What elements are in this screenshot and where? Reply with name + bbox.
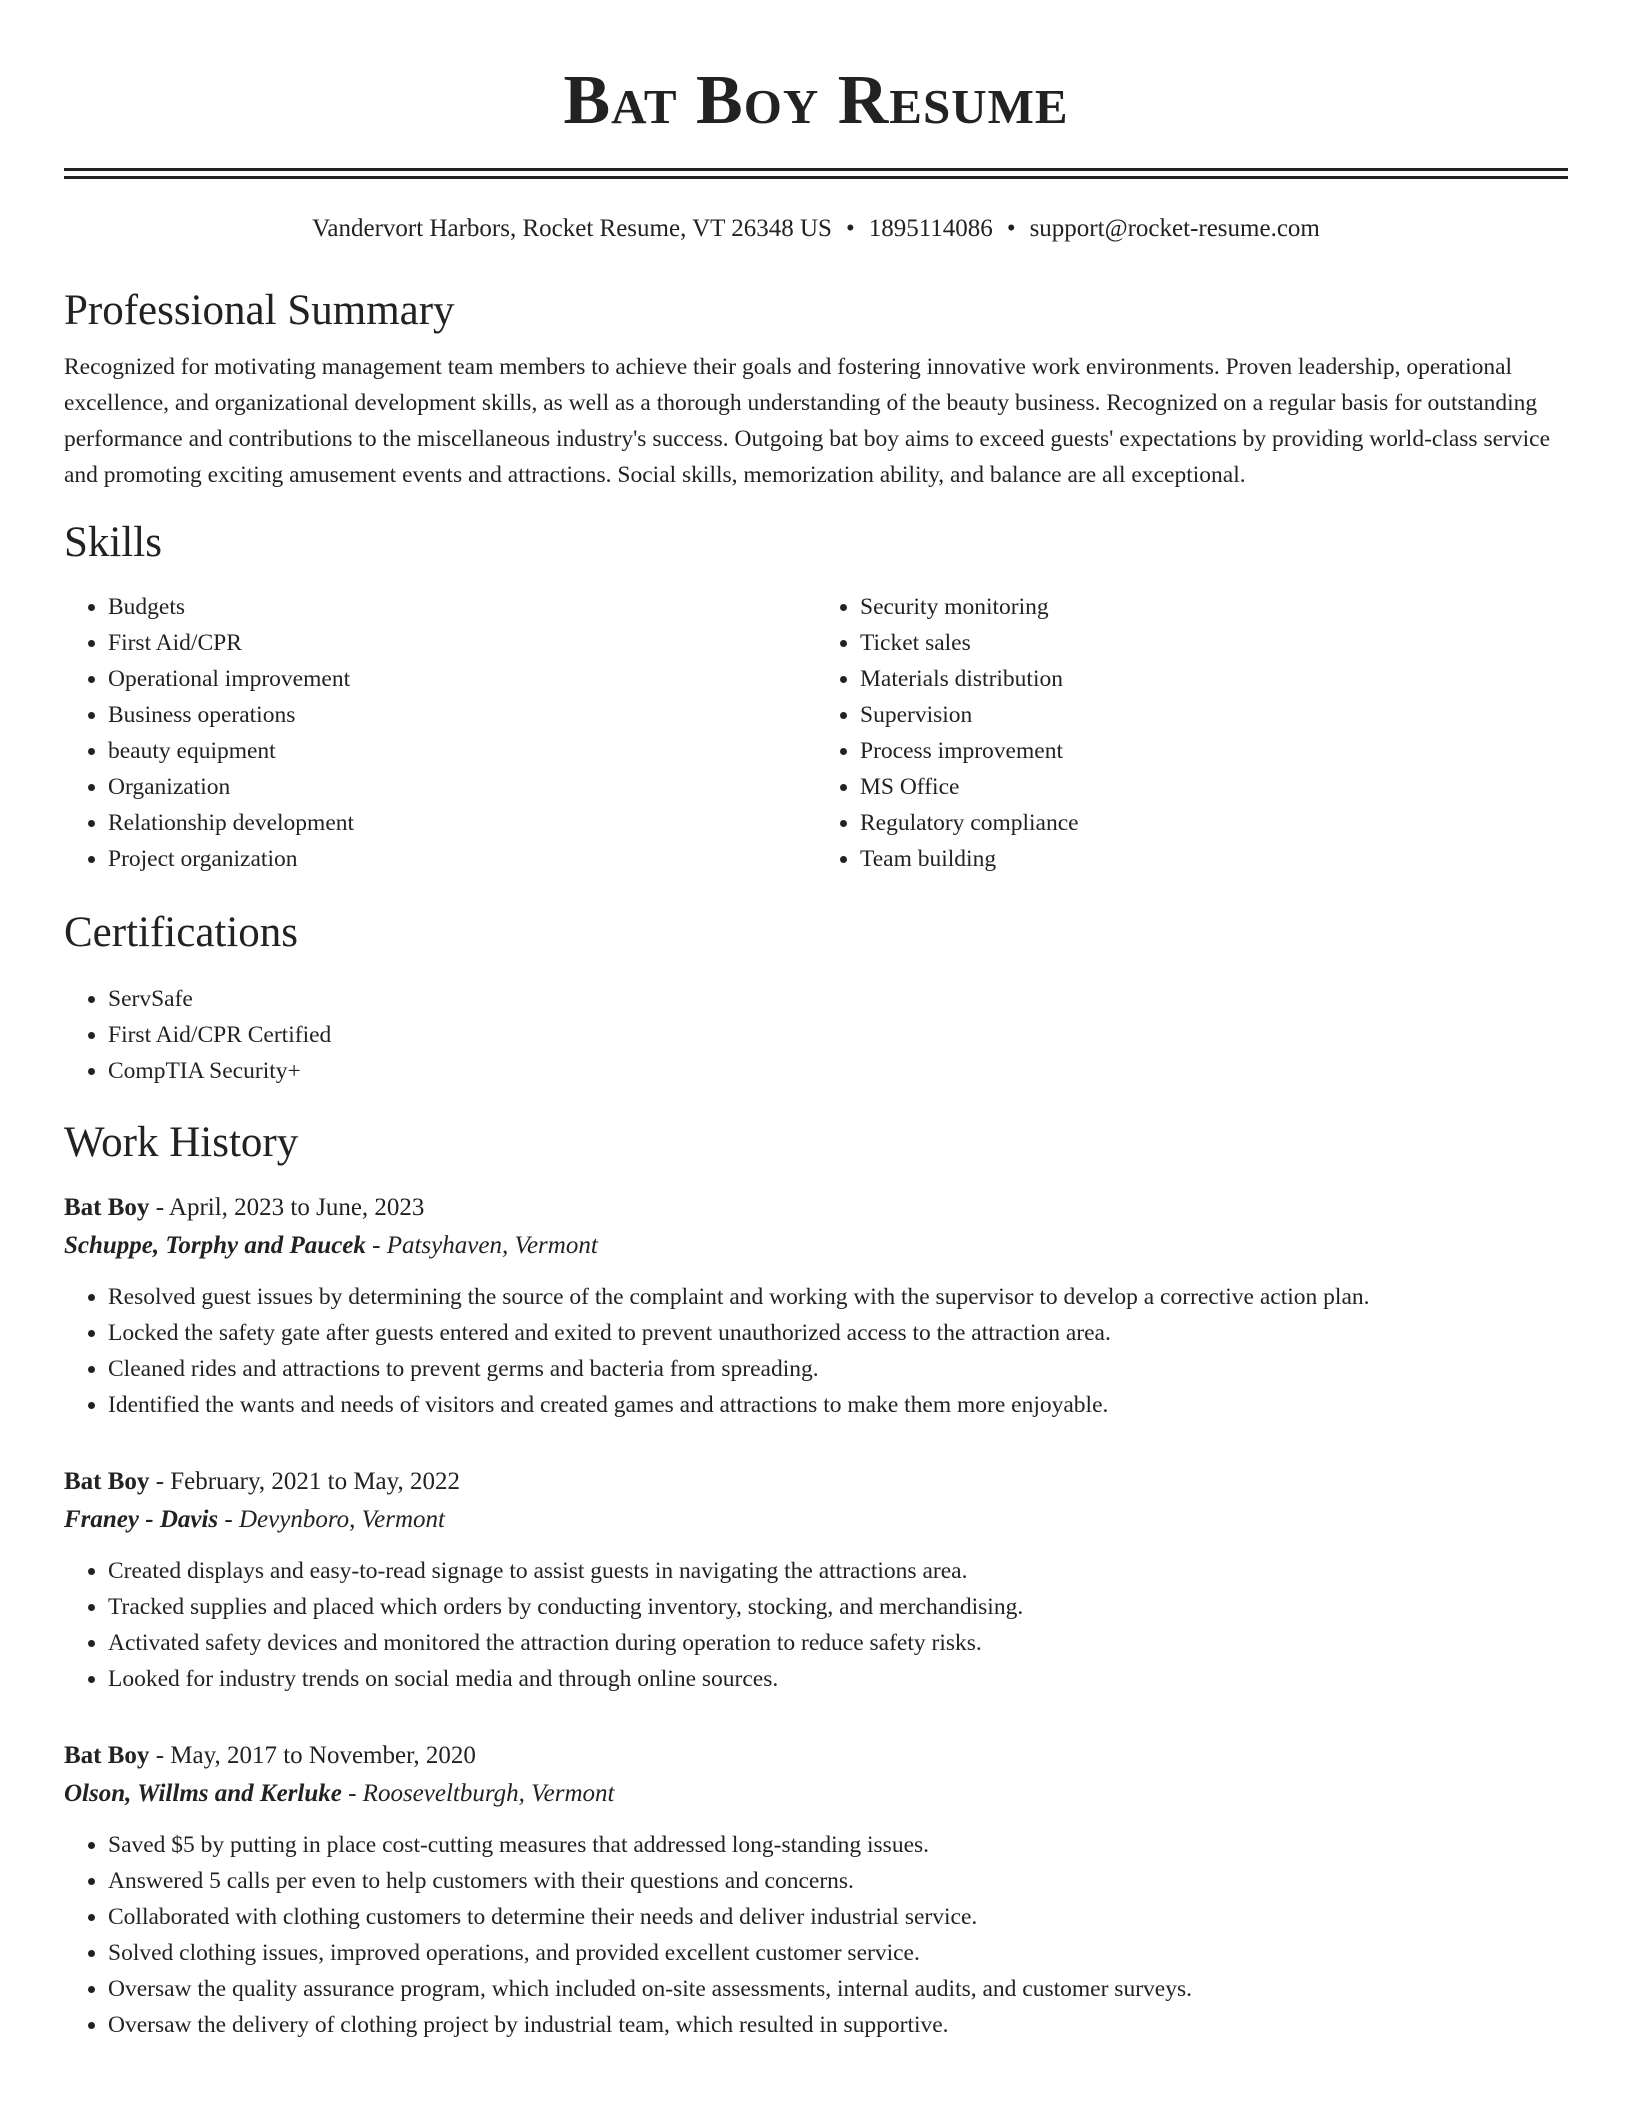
job-entry [64, 1737, 1568, 2043]
job-location: - Devynboro, Vermont [224, 1506, 445, 1533]
job-dates: - April, 2023 to June, 2023 [155, 1194, 425, 1221]
certification-item: • First Aid/CPR Certified [108, 1017, 1568, 1053]
summary-text: Recognized for motivating management team members to achieve their goals and fostering innovative work environments. Proven leadership, operational excellence, and organizational development skills, as well as a thorough understanding of the beauty business. Recognized on a regular basis for outstanding performance and contributions to the miscellaneous industry's success. Outgoing bat boy aims to exceed guests' expectations by providing world-class service and promoting exciting amusement events and attractions. Social skills, memorization ability, and balance are all exceptional. [64, 354, 1550, 488]
skill-item: • Process improvement [860, 733, 1568, 769]
skill-item: • Ticket sales [860, 625, 1568, 661]
job-role: Bat Boy [64, 1194, 150, 1221]
job-bullet: • Tracked supplies and placed which orders by conducting inventory, stocking, and merchandising. [108, 1589, 1568, 1625]
work-history-heading: Work History [64, 1119, 299, 1166]
job-role: Bat Boy [64, 1742, 150, 1769]
job-role-line [64, 1737, 1568, 1775]
skill-item: • beauty equipment [108, 733, 816, 769]
job-company: Olson, Willms and Kerluke [64, 1780, 342, 1807]
job-role: Bat Boy [64, 1468, 150, 1495]
skill-item: • Regulatory compliance [860, 805, 1568, 841]
certification-item: • CompTIA Security+ [108, 1053, 1568, 1089]
skill-item: • Materials distribution [860, 661, 1568, 697]
resume-title: Bat Boy Resume [563, 62, 1069, 139]
job-bullet: • Cleaned rides and attractions to prevent germs and bacteria from spreading. [108, 1351, 1568, 1387]
certifications-heading: Certifications [64, 909, 299, 956]
skill-item: • Operational improvement [108, 661, 816, 697]
job-entry [64, 1463, 1568, 1697]
job-bullet: • Resolved guest issues by determining the source of the complaint and working with the supervisor to develop a corrective action plan. [108, 1279, 1568, 1315]
contact-separator: • [1006, 215, 1016, 242]
job-role-line [64, 1463, 1568, 1501]
job-entry [64, 1189, 1568, 1423]
skill-item: • MS Office [860, 769, 1568, 805]
skill-item: • Business operations [108, 697, 816, 733]
contact-email: support@rocket-resume.com [1029, 215, 1320, 242]
skill-item: • Team building [860, 841, 1568, 877]
contact-phone: 1895114086 [868, 215, 993, 242]
job-company-line [64, 1227, 1568, 1265]
skill-item: • Project organization [108, 841, 816, 877]
job-company: Franey - Davis [64, 1506, 219, 1533]
job-dates: - February, 2021 to May, 2022 [155, 1468, 461, 1495]
job-bullets [64, 1553, 1568, 1697]
job-bullet: • Oversaw the delivery of clothing project by industrial team, which resulted in supportive. [108, 2007, 1568, 2043]
skill-item: • Organization [108, 769, 816, 805]
skills-heading: Skills [64, 519, 162, 566]
job-bullet: • Oversaw the quality assurance program, which included on-site assessments, internal audits, and customer surveys. [108, 1971, 1568, 2007]
job-bullet: • Created displays and easy-to-read signage to assist guests in navigating the attractions area. [108, 1553, 1568, 1589]
job-bullet: • Looked for industry trends on social media and through online sources. [108, 1661, 1568, 1697]
job-bullet: • Identified the wants and needs of visitors and created games and attractions to make them more enjoyable. [108, 1387, 1568, 1423]
job-bullet: • Saved $5 by putting in place cost-cutting measures that addressed long-standing issues. [108, 1827, 1568, 1863]
job-bullet: • Solved clothing issues, improved operations, and provided excellent customer service. [108, 1935, 1568, 1971]
certification-item: • ServSafe [108, 981, 1568, 1017]
job-bullets [64, 1827, 1568, 2043]
title-divider [64, 168, 1568, 179]
contact-separator: • [845, 215, 855, 242]
certifications-list [64, 981, 1568, 1089]
contact-line [64, 213, 1568, 245]
job-bullet: • Locked the safety gate after guests entered and exited to prevent unauthorized access to the attraction area. [108, 1315, 1568, 1351]
job-role-line [64, 1189, 1568, 1227]
job-bullet: • Answered 5 calls per even to help customers with their questions and concerns. [108, 1863, 1568, 1899]
job-company-line [64, 1501, 1568, 1539]
summary-heading: Professional Summary [64, 287, 455, 334]
job-company: Schuppe, Torphy and Paucek [64, 1232, 366, 1259]
skill-item: • Supervision [860, 697, 1568, 733]
job-bullets [64, 1279, 1568, 1423]
job-dates: - May, 2017 to November, 2020 [155, 1742, 476, 1769]
job-bullet: • Collaborated with clothing customers to determine their needs and deliver industrial service. [108, 1899, 1568, 1935]
skill-item: • Security monitoring [860, 589, 1568, 625]
job-bullet: • Activated safety devices and monitored the attraction during operation to reduce safety risks. [108, 1625, 1568, 1661]
skills-columns [64, 589, 1568, 877]
skills-list-right [816, 589, 1568, 877]
resume-page [64, 0, 1568, 2043]
contact-address: Vandervort Harbors, Rocket Resume, VT 26348 US [312, 215, 832, 242]
skill-item: • Relationship development [108, 805, 816, 841]
skill-item: • Budgets [108, 589, 816, 625]
skill-item: • First Aid/CPR [108, 625, 816, 661]
job-company-line [64, 1775, 1568, 1813]
job-location: - Rooseveltburgh, Vermont [348, 1780, 615, 1807]
skills-list-left [64, 589, 816, 877]
job-location: - Patsyhaven, Vermont [372, 1232, 598, 1259]
